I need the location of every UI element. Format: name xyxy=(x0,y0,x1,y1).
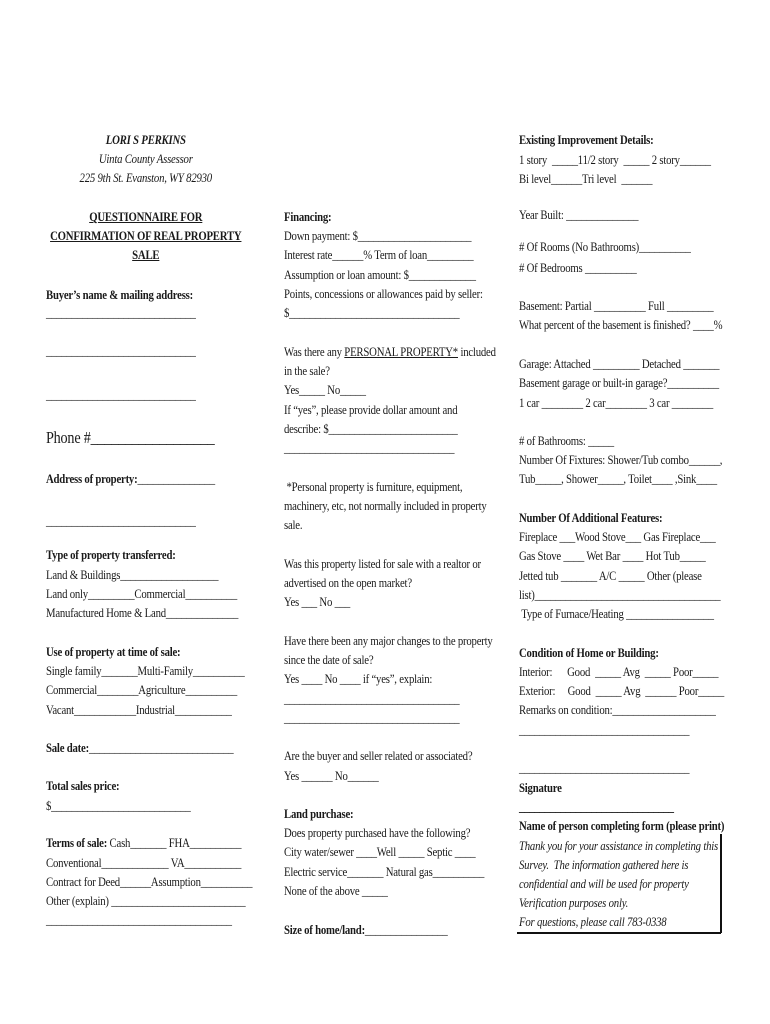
financing-row-4: Points, concessions or allowances paid by seller: xyxy=(284,287,483,301)
changes-line-2[interactable]: __________________________________ xyxy=(284,711,460,725)
type-row-1[interactable]: Land & Buildings___________________ xyxy=(46,568,219,582)
address-blank[interactable]: _______________ xyxy=(137,472,215,486)
changes-yes-no[interactable]: Yes ____ No ____ if “yes”, explain: xyxy=(284,672,433,686)
buyer-label: Buyer’s name & mailing address: xyxy=(46,288,194,302)
features-row-1[interactable]: Fireplace ___Wood Stove___ Gas Fireplace___ xyxy=(519,530,716,544)
features-row-2[interactable]: Gas Stove ____ Wet Bar ____ Hot Tub_____ xyxy=(519,549,706,563)
realtor-q-line-1: Was this property listed for sale with a realtor or xyxy=(284,557,481,571)
buyer-line-3[interactable]: _____________________________ xyxy=(46,388,196,402)
footnote-line-3: sale. xyxy=(284,518,303,532)
assessor-office: Uinta County Assessor xyxy=(98,152,193,166)
bath-row-1[interactable]: # of Bathrooms: _____ xyxy=(519,434,614,448)
financing-row-5[interactable]: $_________________________________ xyxy=(284,306,460,320)
size-label: Size of home/land: xyxy=(284,923,365,937)
type-row-2[interactable]: Land only_________Commercial__________ xyxy=(46,587,237,601)
personal-q-post: included xyxy=(457,345,496,359)
land-row-1: Does property purchased have the following? xyxy=(284,826,471,840)
condition-line-2[interactable]: _________________________________ xyxy=(519,761,690,775)
land-row-4[interactable]: None of the above _____ xyxy=(284,884,388,898)
personal-q-pre: Was there any xyxy=(284,345,345,359)
bath-row-2[interactable]: Number Of Fixtures: Shower/Tub combo______, xyxy=(519,453,723,467)
condition-exterior[interactable]: Exterior: Good _____ Avg ______ Poor_____ xyxy=(519,684,724,698)
form-title-line-2: CONFIRMATION OF REAL PROPERTY xyxy=(50,229,242,243)
form-title-line-3: SALE xyxy=(132,248,160,262)
thanks-line-2: Survey. The information gathered here is xyxy=(519,858,689,872)
type-label: Type of property transferred: xyxy=(46,548,176,562)
signature-label: Signature xyxy=(519,781,562,795)
buyer-line-1[interactable]: _____________________________ xyxy=(46,306,196,320)
improve-label: Existing Improvement Details: xyxy=(519,133,654,147)
thanks-line-5: For questions, please call 783-0338 xyxy=(519,915,667,929)
features-row-3[interactable]: Jetted tub _______ A/C _____ Other (please xyxy=(519,569,702,583)
land-label: Land purchase: xyxy=(284,807,354,821)
use-row-2[interactable]: Commercial________Agriculture__________ xyxy=(46,683,238,697)
improve-row-2[interactable]: Bi level______Tri level ______ xyxy=(519,172,653,186)
personal-q-line-2: in the sale? xyxy=(284,364,330,378)
terms-row-4[interactable]: Other (explain) __________________________ xyxy=(46,894,246,908)
size-blank[interactable]: ________________ xyxy=(364,923,448,937)
size-row[interactable] xyxy=(284,921,447,940)
signature-box-bottom-rule xyxy=(517,932,721,934)
total-price-label: Total sales price: xyxy=(46,779,120,793)
basement-row-2[interactable]: What percent of the basement is finished? ____% xyxy=(519,318,723,332)
thanks-line-4: Verification purposes only. xyxy=(519,896,629,910)
condition-label: Condition of Home or Building: xyxy=(519,646,659,660)
realtor-yes-no[interactable]: Yes ___ No ___ xyxy=(284,595,351,609)
rooms-row-2[interactable]: # Of Bedrooms __________ xyxy=(519,261,637,275)
thanks-line-3: confidential and will be used for property xyxy=(519,877,689,891)
year-built-field[interactable]: Year Built: ______________ xyxy=(519,208,639,222)
signature-field[interactable]: ______________________________ xyxy=(519,800,674,814)
related-yes-no[interactable]: Yes ______ No______ xyxy=(284,769,379,783)
garage-row-2[interactable]: Basement garage or built-in garage?__________ xyxy=(519,376,719,390)
features-row-5[interactable]: Type of Furnace/Heating _________________ xyxy=(519,607,714,621)
financing-row-3[interactable]: Assumption or loan amount: $_____________ xyxy=(284,268,476,282)
personal-yes-no[interactable]: Yes_____ No_____ xyxy=(284,383,366,397)
personal-describe[interactable]: describe: $_________________________ xyxy=(284,422,458,436)
use-label: Use of property at time of sale: xyxy=(46,645,181,659)
footnote-line-1: *Personal property is furniture, equipment, xyxy=(284,480,463,494)
terms-cash-fha[interactable]: Cash_______ FHA__________ xyxy=(107,836,242,850)
sale-date-blank[interactable]: ____________________________ xyxy=(88,741,234,755)
use-row-1[interactable]: Single family_______Multi-Family__________ xyxy=(46,664,245,678)
changes-q-line-1: Have there been any major changes to the property xyxy=(284,634,493,648)
address-label: Address of property: xyxy=(46,472,138,486)
terms-label: Terms of sale: xyxy=(46,836,108,850)
signature-box-right-rule xyxy=(720,834,722,933)
address-line-2[interactable]: _____________________________ xyxy=(46,514,196,528)
footnote-line-2: machinery, etc, not normally included in property xyxy=(284,499,487,513)
terms-row-2[interactable]: Conventional_____________ VA___________ xyxy=(46,856,242,870)
basement-row-1[interactable]: Basement: Partial __________ Full _________ xyxy=(519,299,714,313)
changes-q-line-2: since the date of sale? xyxy=(284,653,374,667)
rooms-row-1[interactable]: # Of Rooms (No Bathrooms)__________ xyxy=(519,240,691,254)
total-price-field[interactable]: $___________________________ xyxy=(46,799,191,813)
personal-property-term: PERSONAL PROPERTY* xyxy=(344,345,458,359)
related-q: Are the buyer and seller related or associated? xyxy=(284,749,473,763)
address-of-property-row[interactable] xyxy=(46,470,215,489)
features-row-4[interactable]: list)____________________________________ xyxy=(519,588,721,602)
condition-remarks[interactable]: Remarks on condition:____________________ xyxy=(519,703,716,717)
bath-row-3[interactable]: Tub_____, Shower_____, Toilet____ ,Sink____ xyxy=(519,472,717,486)
form-title-line-1: QUESTIONNAIRE FOR xyxy=(89,210,203,224)
thanks-line-1: Thank you for your assistance in completing this xyxy=(519,839,718,853)
land-row-3[interactable]: Electric service_______ Natural gas__________ xyxy=(284,865,485,879)
land-row-2[interactable]: City water/sewer ____Well _____ Septic ____ xyxy=(284,845,476,859)
personal-if-yes: If “yes”, please provide dollar amount and xyxy=(284,403,458,417)
sale-date-row[interactable] xyxy=(46,739,233,758)
garage-row-1[interactable]: Garage: Attached _________ Detached _______ xyxy=(519,357,720,371)
realtor-q-line-2: advertised on the open market? xyxy=(284,576,412,590)
terms-row-3[interactable]: Contract for Deed______Assumption__________ xyxy=(46,875,253,889)
garage-row-3[interactable]: 1 car ________ 2 car________ 3 car ________ xyxy=(519,396,714,410)
terms-row-1[interactable] xyxy=(46,834,241,853)
changes-line-1[interactable]: __________________________________ xyxy=(284,692,460,706)
type-row-3[interactable]: Manufactured Home & Land______________ xyxy=(46,606,239,620)
phone-field[interactable]: Phone #__________________ xyxy=(46,428,215,447)
personal-line[interactable]: _________________________________ xyxy=(284,441,455,455)
personal-question xyxy=(284,343,496,362)
assessor-name: LORI S PERKINS xyxy=(105,133,186,147)
improve-row-1[interactable]: 1 story _____11/2 story _____ 2 story______ xyxy=(519,153,711,167)
financing-label: Financing: xyxy=(284,210,332,224)
financing-row-2[interactable]: Interest rate______% Term of loan_________ xyxy=(284,248,474,262)
assessor-address: 225 9th St. Evanston, WY 82930 xyxy=(79,171,212,185)
name-print-label: Name of person completing form (please print) xyxy=(519,819,725,833)
sale-date-label: Sale date: xyxy=(46,741,89,755)
buyer-line-2[interactable]: _____________________________ xyxy=(46,344,196,358)
terms-row-5[interactable]: ____________________________________ xyxy=(46,913,232,927)
financing-row-1[interactable]: Down payment: $______________________ xyxy=(284,229,472,243)
condition-line-1[interactable]: _________________________________ xyxy=(519,723,690,737)
condition-interior[interactable]: Interior: Good _____ Avg _____ Poor_____ xyxy=(519,665,719,679)
use-row-3[interactable]: Vacant____________Industrial___________ xyxy=(46,703,232,717)
features-label: Number Of Additional Features: xyxy=(519,511,663,525)
